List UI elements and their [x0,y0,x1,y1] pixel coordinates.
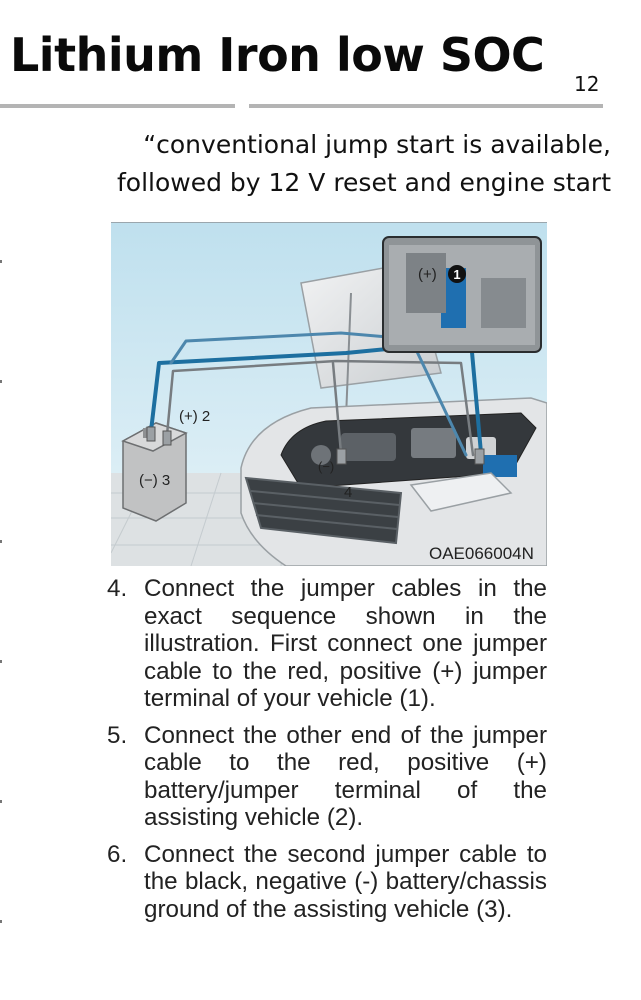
step-number: 6. [107,840,128,868]
terminal-inset [383,237,541,352]
step-text: Connect the second jumper cable to the black, negative (-) battery/chassis ground of the assisting vehicle (3). [144,840,547,923]
step-number: 5. [107,721,128,749]
quote-line-1: “conventional jump start is available, [143,130,611,159]
jump-start-illustration [111,222,547,566]
instruction-steps [107,575,547,932]
step-item [107,575,547,713]
step-item [107,722,547,832]
header-rule-right [249,104,603,108]
illustration-svg [111,223,547,566]
quote-line-2: followed by 12 V reset and engine start [116,168,611,197]
label-inset-number: 1 [453,267,461,282]
step-item [107,841,547,924]
page-number: 12 [574,72,600,96]
header-rule-left [0,104,235,108]
label-positive: (+) 2 [179,408,211,425]
label-negative: (−) 3 [139,472,171,489]
step-text: Connect the jumper cables in the exact sequence shown in the illustration. First connect one jumper cable to the red, positive (+) jumper terminal of your vehicle (1). [144,575,547,712]
label-inset-terminal: (+) [418,266,437,283]
quote-block [117,126,611,202]
label-vehicle-number: 4 [344,484,353,501]
step-text: Connect the other end of the jumper cable to the red, positive (+) battery/jumper terminal of the assisting vehicle (2). [144,721,547,831]
step-number: 4. [107,575,128,602]
left-margin-marks [0,240,4,1000]
label-vehicle-negative: (−) [318,459,335,474]
page-title: Lithium Iron low SOC [10,28,545,82]
figure-code: OAE066004N [429,544,534,563]
